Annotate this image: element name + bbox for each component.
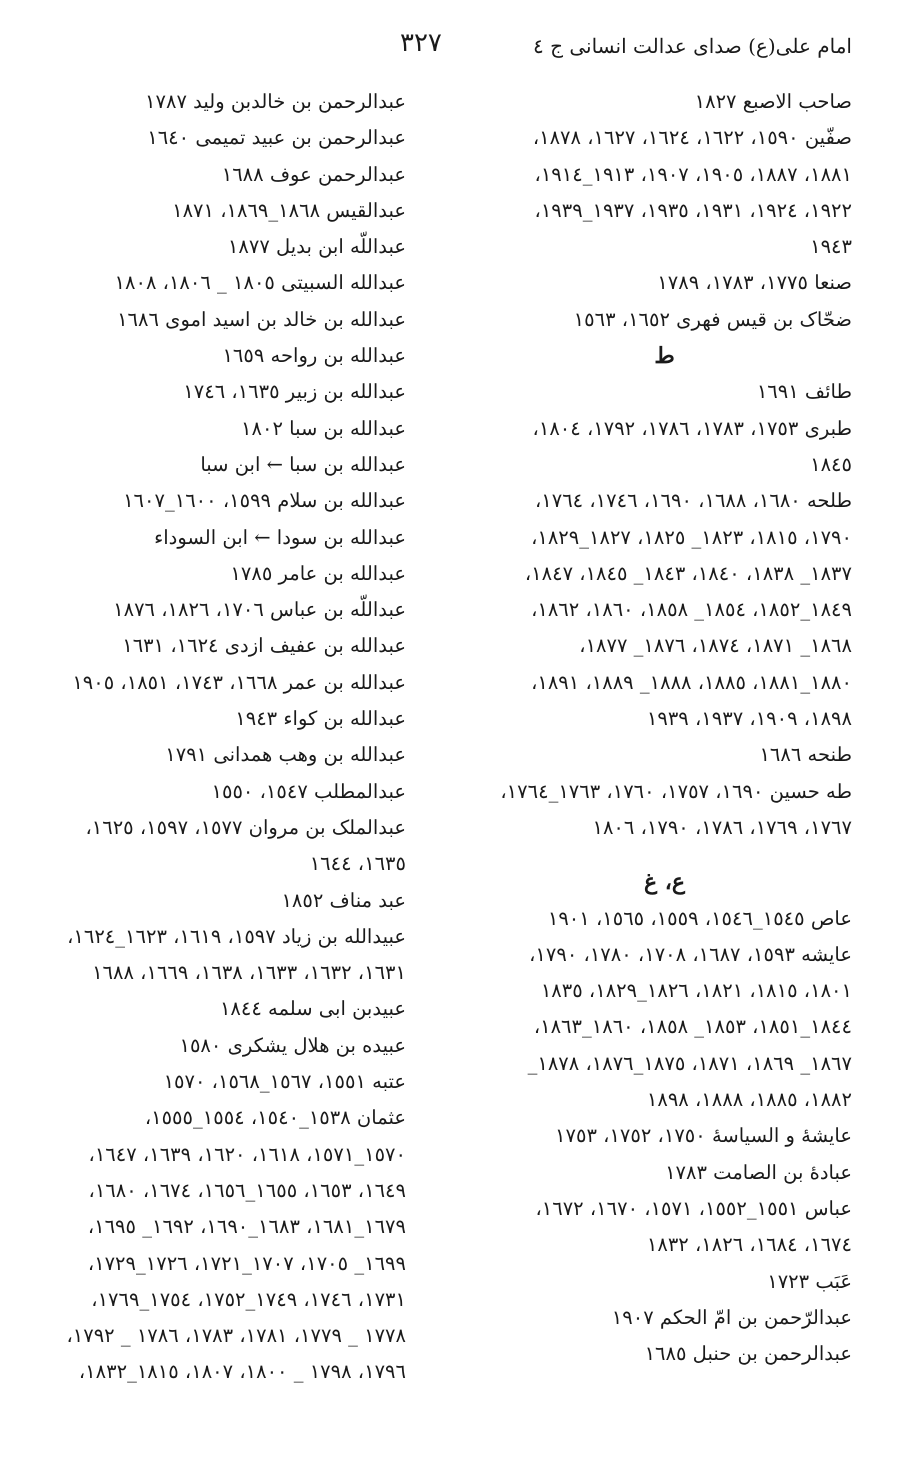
index-entry: عتبه ١٥٥١، ١٥٦٧_١٥٦٨، ١٥٧٠ <box>163 1070 406 1094</box>
index-entry: ١٧٣١، ١٧٤٦، ١٧٤٩_١٧٥٢، ١٧٥٤_١٧٦٩، <box>91 1287 406 1311</box>
index-entry: ١٨٦٧_ ١٨٦٩، ١٨٧١، ١٨٧٥_١٨٧٦، ١٨٧٨_ <box>527 1051 852 1075</box>
index-entry: عبدالله بن عفیف ازدی ١٦٢٤، ١٦٣١ <box>122 634 406 658</box>
index-entry: عبدالله بن عامر ١٧٨٥ <box>230 561 406 585</box>
section-heading: ط <box>654 343 675 370</box>
index-entry: ١٨٤٤_١٨٥١، ١٨٥٣_ ١٨٥٨، ١٨٦٠_١٨٦٣، <box>533 1015 852 1039</box>
index-entry: عایشهٔ و السیاسهٔ ١٧٥٠، ١٧٥٢، ١٧٥٣ <box>555 1124 852 1148</box>
index-entry: ١٨٠١، ١٨١٥، ١٨٢١، ١٨٢٦_١٨٢٩، ١٨٣٥ <box>540 979 852 1003</box>
index-entry: ١٥٧٠_١٥٧١، ١٦١٨، ١٦٢٠، ١٦٣٩، ١٦٤٧، <box>88 1142 406 1166</box>
index-entry: عبدالله بن سلام ١٥٩٩، ١٦٠٠_١٦٠٧ <box>123 489 406 513</box>
index-entry: ١٧٩٠، ١٨١٥، ١٨٢٣_ ١٨٢٥، ١٨٢٧_١٨٢٩، <box>531 525 852 549</box>
index-entry: عباس ١٥٥١_١٥٥٢، ١٥٧١، ١٦٧٠، ١٦٧٢، <box>535 1196 852 1220</box>
index-entry: ١٦٧٩_١٦٨١، ١٦٨٣_١٦٩٠، ١٦٩٢_ ١٦٩٥، <box>87 1215 406 1239</box>
index-entry: ١٨٣٧_ ١٨٣٨، ١٨٤٠، ١٨٤٣_ ١٨٤٥، ١٨٤٧، <box>524 561 852 585</box>
index-entry: طلحه ١٦٨٠، ١٦٨٨، ١٦٩٠، ١٧٤٦، ١٧٦٤، <box>534 489 852 513</box>
index-entry: طبری ١٧٥٣، ١٧٨٣، ١٧٨٦، ١٧٩٢، ١٨٠٤، <box>532 416 852 440</box>
index-entry: ١٦٣٥، ١٦٤٤ <box>309 852 406 876</box>
index-entry: ١٨٦٨_ ١٨٧١، ١٨٧٤، ١٨٧٦_ ١٨٧٧، <box>579 634 852 658</box>
index-entry: عبدالرحمن بن عبید تمیمی ١٦٤٠ <box>147 126 406 150</box>
index-entry: عبیدبن ابی سلمه ١٨٤٤ <box>219 997 406 1021</box>
index-entry: ١٨٨٢، ١٨٨٥، ١٨٨٨، ١٨٩٨ <box>646 1088 852 1112</box>
page-header <box>0 28 900 74</box>
index-entry: ١٦٩٩_ ١٧٠٥، ١٧٠٧_١٧٢١، ١٧٢٦_١٧٢٩، <box>87 1251 406 1275</box>
index-entry: عبدالرّحمن بن امّ الحکم ١٩٠٧ <box>611 1305 852 1329</box>
index-entry: عَبَب ١٧٢٣ <box>767 1269 852 1293</box>
index-entry: عبدالله بن خالد بن اسید اموی ١٦٨٦ <box>117 307 406 331</box>
index-entry: ١٩٢٢، ١٩٢٤، ١٩٣١، ١٩٣٥، ١٩٣٧_١٩٣٩، <box>534 198 852 222</box>
page-number: ٣٢٧ <box>400 28 442 58</box>
index-entry: عبدالله بن سودا ← ابن السوداء <box>154 525 406 549</box>
index-entry: عبدالله بن سبا ١٨٠٢ <box>241 416 406 440</box>
index-entry: عبدالمطلب ١٥٤٧، ١٥٥٠ <box>211 779 406 803</box>
index-entry: عبدالله بن وهب همدانی ١٧٩١ <box>165 743 406 767</box>
index-entry: عبدالله بن عمر ١٦٦٨، ١٧٤٣، ١٨٥١، ١٩٠٥ <box>72 670 406 694</box>
index-entry: عبدالله بن کواء ١٩٤٣ <box>235 707 406 731</box>
index-entry: عبیده بن هلال یشکری ١٥٨٠ <box>179 1033 406 1057</box>
index-entry: ضحّاک بن قیس فهری ١٦٥٢، ١٥٦٣ <box>573 307 852 331</box>
index-entry: عبد مناف ١٨٥٢ <box>281 888 406 912</box>
index-entry: عبدالملک بن مروان ١٥٧٧، ١٥٩٧، ١٦٢٥، <box>85 815 406 839</box>
index-entry: صاحب الاصبع ١٨٢٧ <box>694 90 852 113</box>
index-entry: ١٨٤٥ <box>810 452 852 476</box>
index-entry: ١٩٤٣ <box>810 235 852 259</box>
index-entry: عبدالرحمن بن خالدبن ولید ١٧٨٧ <box>145 90 406 113</box>
index-entry: ١٨٨١، ١٨٨٧، ١٩٠٥، ١٩٠٧، ١٩١٣_١٩١٤، <box>534 162 852 186</box>
index-entry: ١٦٧٤، ١٦٨٤، ١٨٢٦، ١٨٣٢ <box>646 1233 852 1257</box>
index-entry: ١٧٧٨ _ ١٧٧٩، ١٧٨١، ١٧٨٣، ١٧٨٦ _ ١٧٩٢، <box>66 1324 406 1348</box>
index-entry: طائف ١٦٩١ <box>756 380 852 404</box>
index-entry: ١٨٤٩_١٨٥٢، ١٨٥٤_ ١٨٥٨، ١٨٦٠، ١٨٦٢، <box>531 598 852 622</box>
index-entry: عبدالرحمن بن حنبل ١٦٨٥ <box>644 1342 852 1366</box>
index-entry: عبدالرحمن عوف ١٦٨٨ <box>221 162 406 186</box>
index-entry: عبدالله بن سبا ← ابن سبا <box>200 452 406 476</box>
index-column-left <box>31 84 406 1391</box>
index-entry: ١٨٨٠_١٨٨١، ١٨٨٥، ١٨٨٨_ ١٨٨٩، ١٨٩١، <box>531 670 852 694</box>
index-entry: ١٨٩٨، ١٩٠٩، ١٩٣٧، ١٩٣٩ <box>646 707 852 731</box>
index-entry: عبدالله بن زبیر ١٦٣٥، ١٧٤٦ <box>183 380 406 404</box>
index-entry: عبداللّه بن عباس ١٧٠٦، ١٨٢٦، ١٨٧٦ <box>113 598 406 622</box>
index-entry: صفّین ١٥٩٠، ١٦٢٢، ١٦٢٤، ١٦٢٧، ١٨٧٨، <box>532 126 852 150</box>
index-entry: صنعا ١٧٧٥، ١٧٨٣، ١٧٨٩ <box>657 271 852 295</box>
index-entry: عبدالقیس ١٨٦٨_١٨٦٩، ١٨٧١ <box>172 198 406 222</box>
index-entry: عبدالله السبیتی ١٨٠٥ _ ١٨٠٦، ١٨٠٨ <box>114 271 406 295</box>
index-entry: عبدالله بن رواحه ١٦٥٩ <box>222 344 406 368</box>
index-entry: عبیدالله بن زیاد ١٥٩٧، ١٦١٩، ١٦٢٣_١٦٢٤، <box>67 924 406 948</box>
index-entry: ١٦٣١، ١٦٣٢، ١٦٣٣، ١٦٣٨، ١٦٦٩، ١٦٨٨ <box>92 961 406 985</box>
index-entry: ١٧٦٧، ١٧٦٩، ١٧٨٦، ١٧٩٠، ١٨٠٦ <box>592 815 852 839</box>
index-entry: عبادهٔ بن الصامت ١٧٨٣ <box>665 1160 852 1184</box>
index-entry: طنحه ١٦٨٦ <box>759 743 852 767</box>
index-entry: عثمان ١٥٣٨_١٥٤٠، ١٥٥٤_١٥٥٥، <box>144 1106 406 1130</box>
section-heading: ع، غ <box>643 869 685 896</box>
spacer <box>477 846 852 864</box>
index-entry: ١٧٩٦، ١٧٩٨ _ ١٨٠٠، ١٨٠٧، ١٨١٥_١٨٣٢، <box>78 1360 406 1384</box>
index-entry: عاص ١٥٤٥_١٥٤٦، ١٥٥٩، ١٥٦٥، ١٩٠١ <box>547 906 852 930</box>
index-column-right <box>477 84 852 1372</box>
index-entry: عبداللّه ابن بدیل ١٨٧٧ <box>227 235 406 259</box>
index-entry: ١٦٤٩، ١٦٥٣، ١٦٥٥_١٦٥٦، ١٦٧٤، ١٦٨٠، <box>88 1178 406 1202</box>
index-entry: طه حسین ١٦٩٠، ١٧٥٧، ١٧٦٠، ١٧٦٣_١٧٦٤، <box>500 779 852 803</box>
index-entry: عایشه ١٥٩٣، ١٦٨٧، ١٧٠٨، ١٧٨٠، ١٧٩٠، <box>529 942 852 966</box>
book-title: امام علی(ع) صدای عدالت انسانی ج ٤ <box>532 34 852 58</box>
